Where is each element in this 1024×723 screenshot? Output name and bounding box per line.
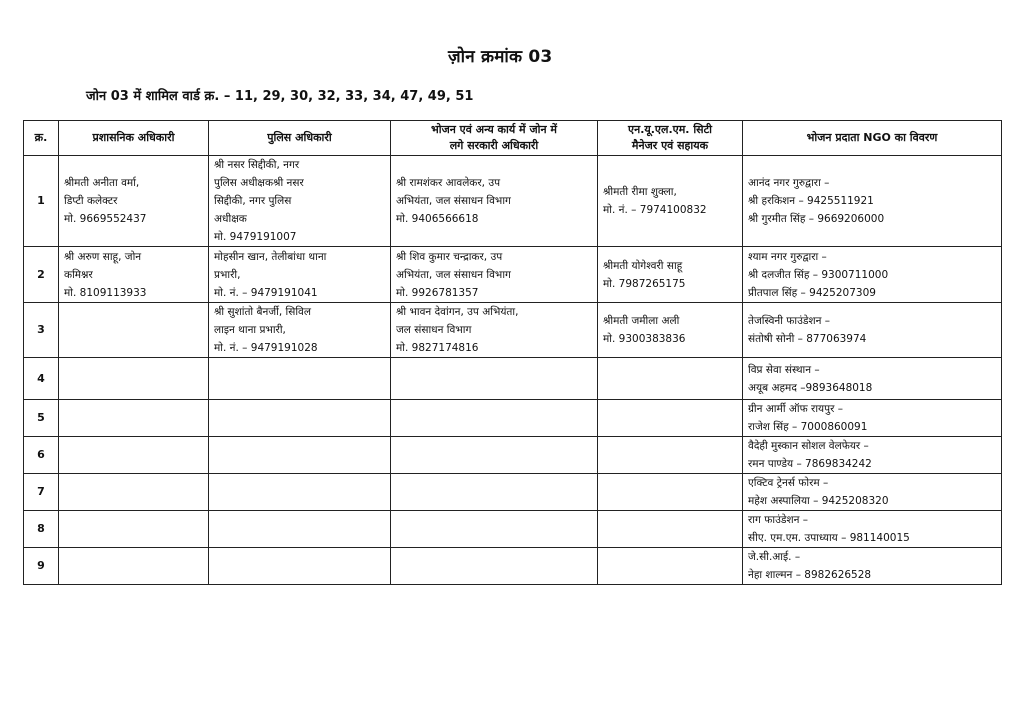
nulm-manager-cell (598, 358, 743, 400)
zone-officers-table (23, 120, 1002, 585)
cell-text-line: श्री रामशंकर आवलेकर, उप (396, 177, 501, 189)
govt-officer-cell (391, 358, 598, 400)
cell-text-line: डिप्टी कलेक्टर (64, 195, 118, 207)
cell-text-line: महेश अस्पालिया – 9425208320 (748, 495, 889, 507)
cell-text-line: श्री भावन देवांगन, उप अभियंता, (396, 306, 519, 318)
cell-text-line: श्री सुशांतो बैनर्जी, सिविल (214, 306, 311, 318)
police-officer-cell (209, 400, 391, 437)
admin-officer-cell (59, 156, 209, 247)
admin-officer-cell (59, 511, 209, 548)
header-govt-officer-line: भोजन एवं अन्य कार्य में जोन में (430, 123, 557, 136)
cell-text-line: प्रभारी, (214, 268, 241, 281)
cell-text-line: एक्टिव ट्रेनर्स फोरम – (748, 477, 829, 489)
table-row (24, 437, 1002, 474)
table-row (24, 156, 1002, 247)
admin-officer-cell (59, 474, 209, 511)
cell-text-line: पुलिस अधीक्षकश्री नसर (214, 177, 304, 189)
ngo-details-cell (743, 437, 1002, 474)
police-officer-cell (209, 511, 391, 548)
cell-text-line: मो. 8109113933 (64, 286, 147, 299)
header-govt-officer (391, 121, 598, 156)
govt-officer-cell (391, 247, 598, 303)
police-officer-cell (209, 156, 391, 247)
admin-officer-cell (59, 247, 209, 303)
ngo-details-cell (743, 156, 1002, 247)
nulm-manager-cell (598, 303, 743, 358)
admin-officer-cell (59, 548, 209, 585)
cell-text-line: मो. नं. – 9479191028 (214, 342, 318, 354)
table-row (24, 511, 1002, 548)
cell-text-line: मो. 9827174816 (396, 342, 479, 354)
cell-text-line: सिद्दीकी, नगर पुलिस (214, 195, 292, 207)
ngo-details-cell (743, 474, 1002, 511)
serial-number-cell: 2 (24, 247, 59, 303)
admin-officer-cell (59, 400, 209, 437)
cell-text-line: तेजस्विनी फाउंडेशन – (748, 315, 831, 327)
cell-text-line: श्रीमती अनीता वर्मा, (64, 177, 140, 189)
cell-text-line: श्री दलजीत सिंह – 9300711000 (748, 268, 889, 281)
nulm-manager-cell (598, 548, 743, 585)
cell-text-line: श्री शिव कुमार चन्द्राकर, उप (396, 250, 503, 263)
serial-number-cell: 7 (24, 474, 59, 511)
nulm-manager-cell (598, 247, 743, 303)
cell-text-line: मो. 7987265175 (603, 277, 686, 290)
govt-officer-cell (391, 303, 598, 358)
table-row (24, 474, 1002, 511)
nulm-manager-cell (598, 437, 743, 474)
police-officer-cell (209, 437, 391, 474)
header-govt-officer-line: लगे सरकारी अधिकारी (449, 139, 539, 152)
ngo-details-cell (743, 358, 1002, 400)
ngo-details-cell (743, 511, 1002, 548)
cell-text-line: श्रीमती जमीला अली (603, 315, 680, 327)
serial-number-cell: 8 (24, 511, 59, 548)
cell-text-line: नेहा शाल्मन – 8982626528 (748, 569, 872, 581)
cell-text-line: अधीक्षक (214, 213, 247, 225)
cell-text-line: मोहसीन खान, तेलीबांधा थाना (214, 250, 327, 263)
cell-text-line: श्री नसर सिद्दीकी, नगर (214, 159, 300, 171)
cell-text-line: मो. 9479191007 (214, 231, 297, 243)
nulm-manager-cell (598, 400, 743, 437)
ngo-details-cell (743, 303, 1002, 358)
admin-officer-cell (59, 303, 209, 358)
govt-officer-cell (391, 511, 598, 548)
nulm-manager-cell (598, 511, 743, 548)
header-serial: क्र. (24, 121, 59, 156)
cell-text-line: मो. 9926781357 (396, 286, 479, 299)
cell-text-line: वैदेही मुस्कान सोशल वेलफेयर – (748, 440, 869, 452)
cell-text-line: श्री गुरमीत सिंह – 9669206000 (748, 213, 885, 225)
admin-officer-cell (59, 437, 209, 474)
cell-text-line: अभियंता, जल संसाधन विभाग (396, 195, 511, 207)
police-officer-cell (209, 548, 391, 585)
header-nulm-manager (598, 121, 743, 156)
cell-text-line: मो. नं. – 7974100832 (603, 204, 707, 216)
table-row (24, 303, 1002, 358)
cell-text-line: कमिश्नर (64, 268, 93, 281)
cell-text-line: मो. 9300383836 (603, 333, 686, 345)
table-row (24, 247, 1002, 303)
cell-text-line: जल संसाधन विभाग (396, 324, 472, 336)
header-ngo-details: भोजन प्रदाता NGO का विवरण (743, 121, 1002, 156)
header-nulm-manager-line: मैनेजर एवं सहायक (631, 139, 709, 152)
cell-text-line: लाइन थाना प्रभारी, (214, 324, 286, 336)
cell-text-line: रमन पाण्डेय – 7869834242 (748, 458, 872, 470)
cell-text-line: सीए. एम.एम. उपाध्याय – 981140015 (748, 532, 910, 544)
cell-text-line: मो. नं. – 9479191041 (214, 286, 318, 299)
cell-text-line: अयूब अहमद –9893648018 (748, 381, 873, 394)
cell-text-line: श्याम नगर गुरुद्वारा – (748, 250, 827, 263)
cell-text-line: ग्रीन आर्मी ऑफ रायपुर – (748, 403, 843, 415)
govt-officer-cell (391, 156, 598, 247)
govt-officer-cell (391, 474, 598, 511)
ngo-details-cell (743, 400, 1002, 437)
cell-text-line: राग फाउंडेशन – (748, 514, 809, 526)
govt-officer-cell (391, 400, 598, 437)
serial-number-cell: 5 (24, 400, 59, 437)
serial-number-cell: 3 (24, 303, 59, 358)
ngo-details-cell (743, 548, 1002, 585)
police-officer-cell (209, 358, 391, 400)
cell-text-line: मो. 9669552437 (64, 213, 147, 225)
cell-text-line: जे.सी.आई. – (748, 551, 801, 563)
cell-text-line: मो. 9406566618 (396, 213, 479, 225)
cell-text-line: अभियंता, जल संसाधन विभाग (396, 268, 511, 281)
table-row (24, 400, 1002, 437)
header-nulm-manager-line: एन.यू.एल.एम. सिटी (628, 123, 712, 136)
govt-officer-cell (391, 437, 598, 474)
admin-officer-cell (59, 358, 209, 400)
ngo-details-cell (743, 247, 1002, 303)
header-police-officer: पुलिस अधिकारी (209, 121, 391, 156)
cell-text-line: संतोषी सोनी – 877063974 (748, 333, 867, 345)
cell-text-line: श्रीमती रीमा शुक्ला, (603, 186, 677, 198)
police-officer-cell (209, 303, 391, 358)
nulm-manager-cell (598, 156, 743, 247)
table-row (24, 548, 1002, 585)
serial-number-cell: 9 (24, 548, 59, 585)
govt-officer-cell (391, 548, 598, 585)
cell-text-line: राजेश सिंह – 7000860091 (748, 421, 868, 433)
nulm-manager-cell (598, 474, 743, 511)
header-admin-officer: प्रशासनिक अधिकारी (59, 121, 209, 156)
serial-number-cell: 6 (24, 437, 59, 474)
table-row (24, 358, 1002, 400)
cell-text-line: विप्र सेवा संस्थान – (748, 363, 820, 376)
police-officer-cell (209, 247, 391, 303)
police-officer-cell (209, 474, 391, 511)
ward-list-subtitle: जोन 03 में शामिल वार्ड क्र. – 11, 29, 30, 32, 33, 34, 47, 49, 51 (86, 89, 474, 104)
serial-number-cell: 1 (24, 156, 59, 247)
cell-text-line: श्रीमती योगेश्वरी साहू (603, 259, 683, 272)
serial-number-cell: 4 (24, 358, 59, 400)
cell-text-line: प्रीतपाल सिंह – 9425207309 (748, 286, 876, 299)
cell-text-line: श्री हरकिशन – 9425511921 (748, 195, 874, 207)
cell-text-line: श्री अरुण साहू, जोन (64, 250, 142, 263)
table-header-row (24, 121, 1002, 156)
page-title: ज़ोन क्रमांक 03 (448, 47, 553, 67)
cell-text-line: आनंद नगर गुरुद्वारा – (748, 177, 830, 189)
